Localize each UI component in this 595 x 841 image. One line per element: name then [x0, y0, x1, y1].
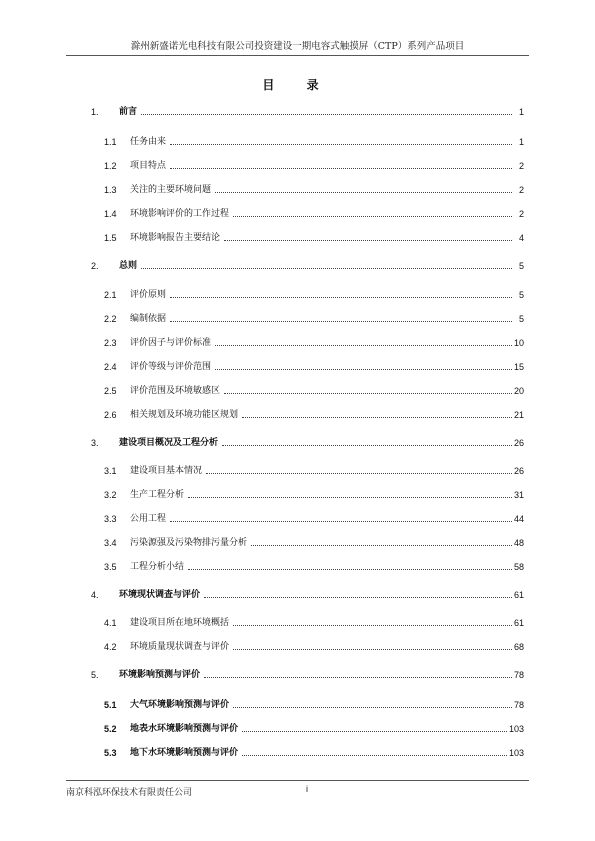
toc-section-entry[interactable] [104, 462, 524, 476]
toc-entry-title: 总则 [119, 261, 138, 271]
toc-entry-title: 地下水环境影响预测与评价 [130, 748, 239, 758]
toc-entry-page: 61 [513, 618, 524, 628]
toc-entry-number: 3.4 [104, 538, 117, 548]
toc-section-entry[interactable] [104, 638, 524, 652]
toc-dot-leader [204, 677, 512, 678]
toc-entry-number: 3. [91, 438, 99, 448]
toc-entry-number: 1.1 [104, 137, 117, 147]
toc-entry-number: 1.5 [104, 233, 117, 243]
toc-section-entry[interactable] [104, 720, 524, 734]
toc-dot-leader [141, 114, 512, 115]
toc-entry-number: 5.2 [104, 724, 117, 734]
toc-entry-page: 4 [518, 233, 524, 243]
toc-entry-title: 评价等级与评价范围 [130, 362, 212, 372]
toc-entry-number: 1.4 [104, 209, 117, 219]
toc-entry-number: 2.4 [104, 362, 117, 372]
toc-section-entry[interactable] [104, 534, 524, 548]
toc-entry-title: 评价原则 [130, 290, 167, 300]
toc-entry-title: 污染源强及污染物排污量分析 [130, 538, 248, 548]
toc-entry-number: 4. [91, 590, 99, 600]
toc-entry-number: 1.3 [104, 185, 117, 195]
toc-entry-number: 4.2 [104, 642, 117, 652]
toc-dot-leader [170, 297, 512, 298]
toc-entry-number: 1.2 [104, 161, 117, 171]
toc-entry-title: 相关规划及环境功能区规划 [130, 410, 239, 420]
toc-entry-title: 前言 [119, 107, 138, 117]
toc-entry-title: 建设项目基本情况 [130, 466, 203, 476]
toc-entry-page: 1 [518, 107, 524, 117]
toc-chapter-entry[interactable] [91, 434, 524, 448]
toc-chapter-entry[interactable] [91, 103, 524, 117]
toc-entry-number: 2.6 [104, 410, 117, 420]
toc-dot-leader [170, 168, 512, 169]
toc-section-entry[interactable] [104, 406, 524, 420]
toc-chapter-entry[interactable] [91, 586, 524, 600]
toc-entry-page: 5 [518, 290, 524, 300]
toc-dot-leader [233, 649, 512, 650]
toc-entry-title: 公用工程 [130, 514, 167, 524]
toc-title: 目 录 [262, 78, 333, 92]
toc-entry-page: 10 [513, 338, 524, 348]
running-header: 滁州新盛诺光电科技有限公司投资建设一期电容式触摸屏（CTP）系列产品项目 [66, 38, 529, 56]
toc-dot-leader [242, 417, 512, 418]
toc-dot-leader [206, 473, 512, 474]
toc-entry-number: 2.3 [104, 338, 117, 348]
toc-dot-leader [251, 545, 512, 546]
toc-section-entry[interactable] [104, 614, 524, 628]
toc-dot-leader [215, 369, 512, 370]
toc-entry-page: 21 [513, 410, 524, 420]
toc-entry-number: 1. [91, 107, 99, 117]
toc-chapter-entry[interactable] [91, 257, 524, 271]
toc-dot-leader [204, 597, 512, 598]
toc-entry-number: 3.3 [104, 514, 117, 524]
toc-entry-number: 3.1 [104, 466, 117, 476]
toc-section-entry[interactable] [104, 310, 524, 324]
toc-entry-title: 任务由来 [130, 137, 167, 147]
page-footer [66, 780, 529, 798]
toc-dot-leader [233, 216, 512, 217]
toc-entry-title: 编制依据 [130, 314, 167, 324]
toc-chapter-entry[interactable] [91, 666, 524, 680]
toc-entry-title: 评价范围及环境敏感区 [130, 386, 221, 396]
toc-dot-leader [170, 144, 512, 145]
toc-entry-page: 26 [513, 466, 524, 476]
toc-entry-number: 2.1 [104, 290, 117, 300]
toc-entry-page: 48 [513, 538, 524, 548]
toc-entry-page: 2 [518, 209, 524, 219]
toc-section-entry[interactable] [104, 696, 524, 710]
toc-entry-title: 地表水环境影响预测与评价 [130, 724, 239, 734]
toc-entry-number: 2.2 [104, 314, 117, 324]
toc-dot-leader [242, 755, 507, 756]
toc-entry-page: 78 [513, 700, 524, 710]
toc-section-entry[interactable] [104, 205, 524, 219]
toc-entry-page: 61 [513, 590, 524, 600]
toc-entry-title: 工程分析小结 [130, 562, 185, 572]
toc-entry-page: 68 [513, 642, 524, 652]
toc-entry-title: 建设项目概况及工程分析 [119, 438, 219, 448]
toc-dot-leader [141, 268, 512, 269]
toc-section-entry[interactable] [104, 382, 524, 396]
toc-entry-page: 44 [513, 514, 524, 524]
toc-entry-number: 3.2 [104, 490, 117, 500]
toc-section-entry[interactable] [104, 744, 524, 758]
toc-entry-page: 103 [508, 724, 524, 734]
toc-entry-page: 2 [518, 185, 524, 195]
toc-section-entry[interactable] [104, 358, 524, 372]
toc-entry-title: 大气环境影响预测与评价 [130, 700, 230, 710]
toc-entry-title: 建设项目所在地环境概括 [130, 618, 230, 628]
toc-section-entry[interactable] [104, 157, 524, 171]
toc-dot-leader [188, 497, 512, 498]
toc-dot-leader [188, 569, 512, 570]
toc-dot-leader [242, 731, 507, 732]
toc-entry-title: 环境影响报告主要结论 [130, 233, 221, 243]
toc-entry-page: 15 [513, 362, 524, 372]
toc-entry-title: 环境现状调查与评价 [119, 590, 201, 600]
toc-entry-page: 58 [513, 562, 524, 572]
toc-dot-leader [233, 625, 512, 626]
toc-dot-leader [215, 192, 512, 193]
toc-entry-title: 关注的主要环境问题 [130, 185, 212, 195]
toc-entry-page: 20 [513, 386, 524, 396]
toc-entry-page: 26 [513, 438, 524, 448]
toc-entry-title: 环境影响预测与评价 [119, 670, 201, 680]
toc-section-entry[interactable] [104, 510, 524, 524]
toc-entry-page: 5 [518, 261, 524, 271]
toc-dot-leader [170, 521, 512, 522]
toc-entry-page: 1 [518, 137, 524, 147]
toc-section-entry[interactable] [104, 486, 524, 500]
toc-section-entry[interactable] [104, 286, 524, 300]
toc-entry-number: 5.1 [104, 700, 117, 710]
toc-dot-leader [224, 393, 512, 394]
toc-section-entry[interactable] [104, 558, 524, 572]
footer-page-number: i [306, 784, 308, 794]
toc-entry-title: 环境影响评价的工作过程 [130, 209, 230, 219]
toc-entry-title: 评价因子与评价标准 [130, 338, 212, 348]
toc-entry-title: 项目特点 [130, 161, 167, 171]
toc-entry-page: 31 [513, 490, 524, 500]
toc-dot-leader [215, 345, 512, 346]
toc-entry-title: 环境质量现状调查与评价 [130, 642, 230, 652]
toc-dot-leader [233, 707, 512, 708]
toc-section-entry[interactable] [104, 181, 524, 195]
toc-entry-page: 103 [508, 748, 524, 758]
toc-entry-number: 4.1 [104, 618, 117, 628]
toc-section-entry[interactable] [104, 229, 524, 243]
toc-section-entry[interactable] [104, 334, 524, 348]
toc-entry-number: 2.5 [104, 386, 117, 396]
toc-dot-leader [170, 321, 512, 322]
toc-entry-page: 78 [513, 670, 524, 680]
toc-entry-number: 5. [91, 670, 99, 680]
toc-entry-page: 2 [518, 161, 524, 171]
toc-entry-number: 2. [91, 261, 99, 271]
toc-section-entry[interactable] [104, 133, 524, 147]
toc-dot-leader [222, 445, 512, 446]
toc-dot-leader [224, 240, 512, 241]
toc-entry-title: 生产工程分析 [130, 490, 185, 500]
toc-entry-number: 5.3 [104, 748, 117, 758]
toc-entry-page: 5 [518, 314, 524, 324]
footer-company: 南京科泓环保技术有限责任公司 [66, 788, 193, 798]
toc-entry-number: 3.5 [104, 562, 117, 572]
